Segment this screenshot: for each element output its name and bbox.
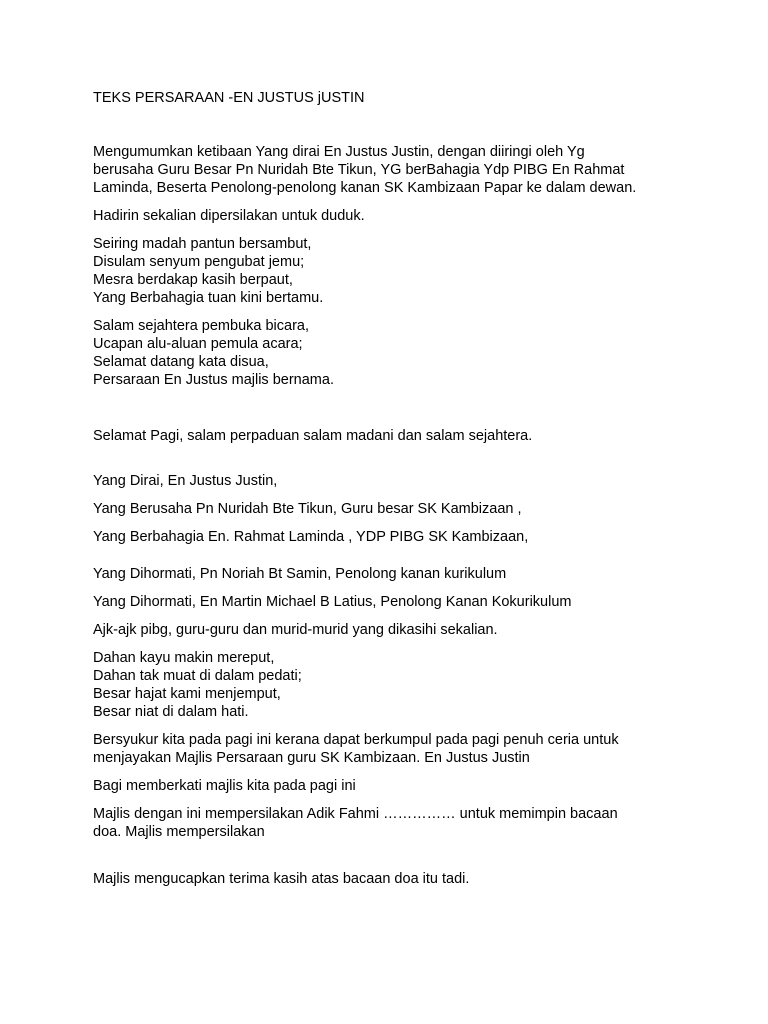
greeting-line: Selamat Pagi, salam perpaduan salam madani dan salam sejahtera. (93, 428, 533, 444)
pantun-line: Ucapan alu-aluan pemula acara; (93, 336, 303, 352)
intro-line: Laminda, Beserta Penolong-penolong kanan SK Kambizaan Papar ke dalam dewan. (93, 180, 637, 196)
pantun-line: Persaraan En Justus majlis bernama. (93, 372, 334, 388)
gratitude-paragraph (93, 731, 733, 767)
salutation-text: Yang Dirai, En Justus Justin, (93, 473, 278, 489)
salutation-text: Yang Dihormati, Pn Noriah Bt Samin, Penolong kanan kurikulum (93, 566, 507, 582)
seat-call-paragraph (93, 207, 733, 225)
salutation-text: Yang Berusaha Pn Nuridah Bte Tikun, Guru besar SK Kambizaan , (93, 501, 522, 517)
pantun-line: Dahan tak muat di dalam pedati; (93, 668, 302, 684)
pantun-line: Disulam senyum pengubat jemu; (93, 254, 305, 270)
pantun-line: Yang Berbahagia tuan kini bertamu. (93, 290, 324, 306)
pantun-line: Salam sejahtera pembuka bicara, (93, 318, 310, 334)
salutation-text: Yang Berbahagia En. Rahmat Laminda , YDP PIBG SK Kambizaan, (93, 529, 529, 545)
bless-paragraph (93, 777, 733, 795)
prayer-invite-line: doa. Majlis mempersilakan (93, 824, 265, 840)
thanks-line: Majlis mengucapkan terima kasih atas bacaan doa itu tadi. (93, 871, 470, 887)
intro-line: berusaha Guru Besar Pn Nuridah Bte Tikun, YG berBahagia Ydp PIBG En Rahmat (93, 162, 625, 178)
pantun-stanza-3 (93, 649, 733, 721)
bless-line: Bagi memberkati majlis kita pada pagi ini (93, 778, 356, 794)
seat-call-line: Hadirin sekalian dipersilakan untuk duduk. (93, 208, 365, 224)
pantun-line: Mesra berdakap kasih berpaut, (93, 272, 293, 288)
salutation-line (93, 621, 733, 639)
prayer-invite-paragraph (93, 805, 733, 841)
salutation-line (93, 472, 733, 490)
title-line: TEKS PERSARAAN -EN JUSTUS jUSTIN (93, 90, 365, 106)
intro-line: Mengumumkan ketibaan Yang dirai En Justus Justin, dengan diiringi oleh Yg (93, 144, 585, 160)
gratitude-line: menjayakan Majlis Persaraan guru SK Kambizaan. En Justus Justin (93, 750, 530, 766)
salutation-line (93, 528, 733, 546)
salutation-line (93, 565, 733, 583)
gratitude-line: Bersyukur kita pada pagi ini kerana dapat berkumpul pada pagi penuh ceria untuk (93, 732, 619, 748)
pantun-line: Besar hajat kami menjemput, (93, 686, 281, 702)
pantun-stanza-1 (93, 235, 733, 307)
pantun-line: Seiring madah pantun bersambut, (93, 236, 312, 252)
salutation-line (93, 593, 733, 611)
intro-paragraph (93, 143, 733, 197)
salutation-line (93, 500, 733, 518)
pantun-line: Besar niat di dalam hati. (93, 704, 249, 720)
pantun-line: Dahan kayu makin mereput, (93, 650, 275, 666)
salutation-text: Ajk-ajk pibg, guru-guru dan murid-murid yang dikasihi sekalian. (93, 622, 498, 638)
greeting-paragraph (93, 427, 733, 445)
salutation-text: Yang Dihormati, En Martin Michael B Latius, Penolong Kanan Kokurikulum (93, 594, 572, 610)
pantun-line: Selamat datang kata disua, (93, 354, 269, 370)
prayer-invite-line: Majlis dengan ini mempersilakan Adik Fahmi …………… untuk memimpin bacaan (93, 806, 618, 822)
document-title (93, 89, 733, 107)
thanks-paragraph (93, 870, 733, 888)
pantun-stanza-2 (93, 317, 733, 389)
